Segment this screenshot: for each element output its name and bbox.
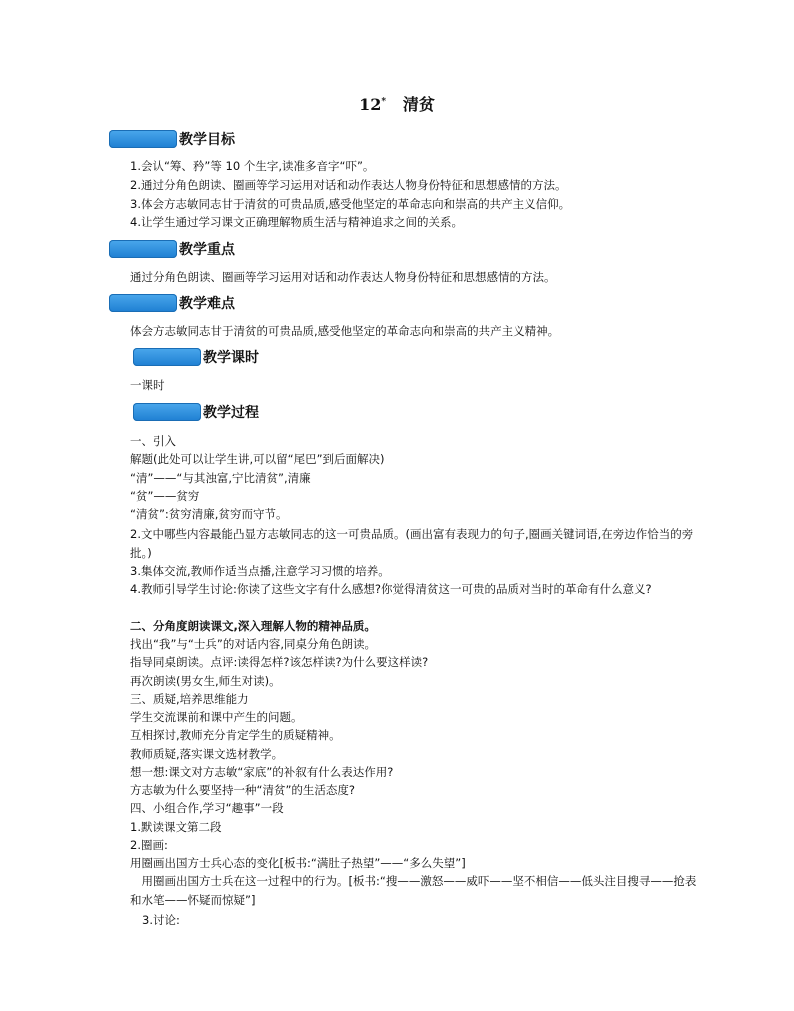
goal-item: 1.会认“筹、矜”等 10 个生字,读准多音字“吓”。 (130, 159, 375, 173)
process-item: 3.集体交流,教师作适当点播,注意学习习惯的培养。 (130, 564, 390, 578)
process-heading: 三、质疑,培养思维能力 (130, 692, 249, 706)
process-item: 2.圈画: (130, 838, 168, 852)
process-line: 互相探讨,教师充分肯定学生的质疑精神。 (130, 728, 341, 742)
process-heading: 一、引入 (130, 434, 176, 448)
process-line: 教师质疑,落实课文选材教学。 (130, 747, 284, 761)
process-line: 解题(此处可以让学生讲,可以留“尾巴”到后面解决) (130, 452, 385, 466)
lesson-mark: * (381, 97, 387, 107)
process-line: “贫”——贫穷 (130, 489, 200, 503)
goal-item: 2.通过分角色朗读、圈画等学习运用对话和动作表达人物身份特征和思想感情的方法。 (130, 178, 567, 192)
process-line: “清贫”:贫穷清廉,贫穷而守节。 (130, 507, 288, 521)
process-heading: 二、分角度朗读课文,深入理解人物的精神品质。 (130, 619, 376, 633)
section-hours (133, 347, 259, 367)
goal-item: 3.体会方志敏同志甘于清贫的可贵品质,感受他坚定的革命志向和崇高的共产主义信仰。 (130, 197, 571, 211)
process-line: 指导同桌朗读。点评:读得怎样?该怎样读?为什么要这样读? (130, 655, 429, 669)
section-key (109, 239, 235, 259)
process-line: 学生交流课前和课中产生的问题。 (130, 710, 303, 724)
section-bar (133, 348, 201, 366)
section-goals (109, 129, 235, 149)
section-label: 教学难点 (179, 296, 235, 312)
section-bar (109, 294, 177, 312)
process-item: 2.文中哪些内容最能凸显方志敏同志的这一可贵品质。(画出富有表现力的句子,圈画关键词语,在旁边作恰当的旁批。) (130, 527, 694, 560)
section-bar (109, 240, 177, 258)
hours-text: 一课时 (130, 378, 165, 392)
process-line: 用圈画出国方士兵心态的变化[板书:“满肚子热望”——“多么失望”] (130, 856, 466, 870)
section-process (133, 402, 259, 422)
process-line: 方志敏为什么要坚持一种“清贫”的生活态度? (130, 783, 356, 797)
process-item: 3.讨论: (142, 913, 180, 927)
difficult-text: 体会方志敏同志甘于清贫的可贵品质,感受他坚定的革命志向和崇高的共产主义精神。 (130, 324, 560, 338)
process-line: “清”——“与其浊富,宁比清贫”,清廉 (130, 471, 311, 485)
section-bar (109, 130, 177, 148)
process-item: 4.教师引导学生讨论:你读了这些文字有什么感想?你觉得清贫这一可贵的品质对当时的革命有什么意义? (130, 582, 652, 596)
process-item: 1.默读课文第二段 (130, 820, 222, 834)
goal-item: 4.让学生通过学习课文正确理解物质生活与精神追求之间的关系。 (130, 215, 463, 229)
section-label: 教学过程 (203, 405, 259, 421)
section-difficult (109, 293, 235, 313)
section-label: 教学重点 (179, 242, 235, 258)
lesson-title: 清贫 (402, 95, 435, 114)
process-heading: 四、小组合作,学习“趣事”一段 (130, 801, 284, 815)
process-line: 想一想:课文对方志敏“家底”的补叙有什么表达作用? (130, 765, 394, 779)
key-text: 通过分角色朗读、圈画等学习运用对话和动作表达人物身份特征和思想感情的方法。 (130, 270, 556, 284)
section-label: 教学课时 (203, 350, 259, 366)
process-line: 用圈画出国方士兵在这一过程中的行为。[板书:“搜——激怒——威吓——坚不相信——低头注目搜寻——抢表和水笔——怀疑而惊疑”] (130, 874, 697, 907)
lesson-number: 12 (359, 95, 382, 114)
page-title (0, 92, 794, 115)
section-label: 教学目标 (179, 132, 235, 148)
process-line: 找出“我”与“士兵”的对话内容,同桌分角色朗读。 (130, 637, 376, 651)
process-line: 再次朗读(男女生,师生对读)。 (130, 674, 281, 688)
section-bar (133, 403, 201, 421)
